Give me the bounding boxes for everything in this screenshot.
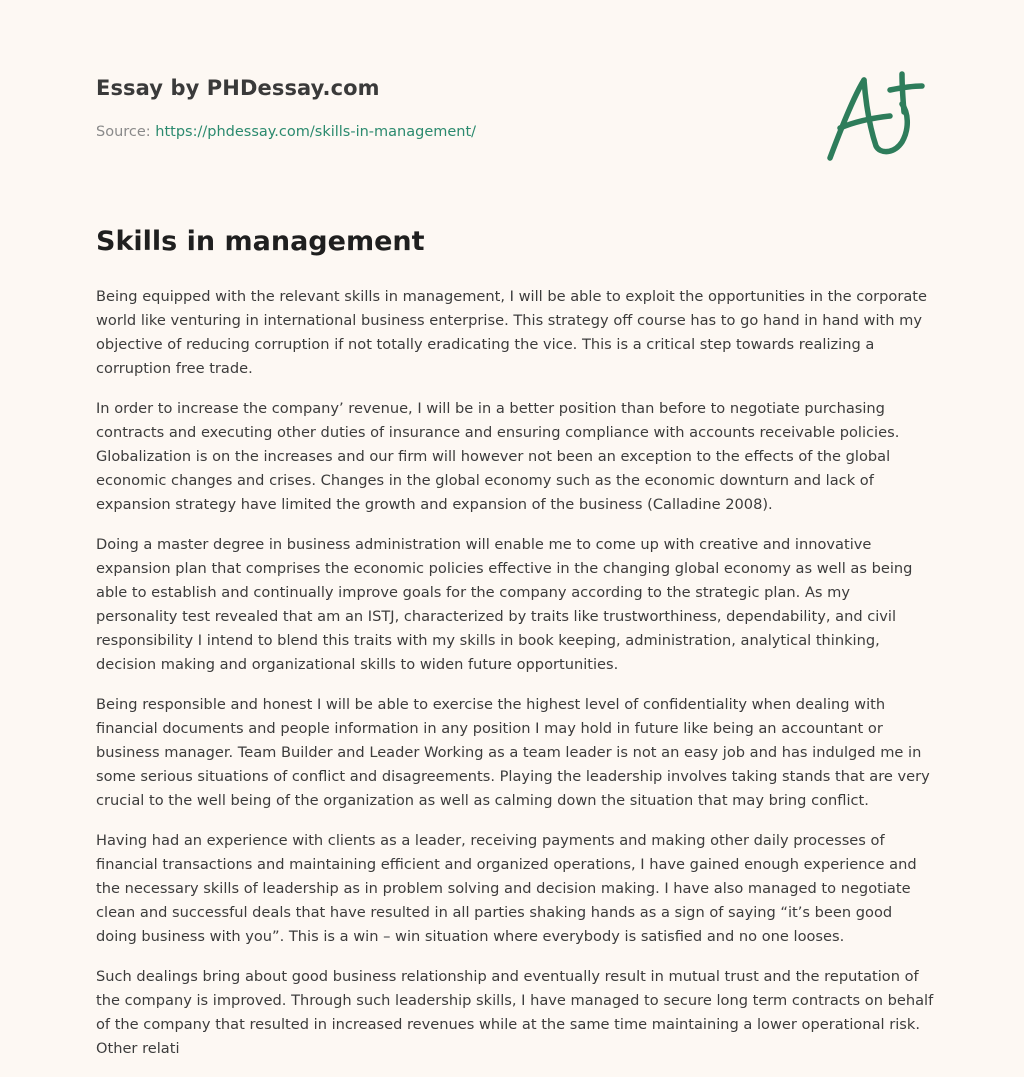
- article-body: [96, 285, 936, 1077]
- source-link[interactable]: https://phdessay.com/skills-in-management/: [155, 124, 477, 140]
- article-paragraph: In order to increase the company’ revenue, I will be in a better position than before to negotiate purchasing contracts and executing other duties of insurance and ensuring compliance with accounts receivable policies. Globalization is on the increases and our firm will however not been an exception to the effects of the global economic changes and crises. Changes in the global economy such as the economic downturn and lack of expansion strategy have limited the growth and expansion of the business (Calladine 2008).: [96, 400, 900, 513]
- article-paragraph: Having had an experience with clients as a leader, receiving payments and making other daily processes of financial transactions and maintaining efficient and organized operations, I have gained enough experience and the necessary skills of leadership as in problem solving and decision making. I have also managed to negotiate clean and successful deals that have resulted in all parties shaking hands as a sign of saying “it’s been good doing business with you”. This is a win – win situation where everybody is satisfied and no one looses.: [96, 832, 917, 945]
- article-paragraph: Being responsible and honest I will be able to exercise the highest level of confidentiality when dealing with financial documents and people information in any position I may hold in future like being an accountant or business manager. Team Builder and Leader Working as a team leader is not an easy job and has indulged me in some serious situations of conflict and disagreements. Playing the leadership involves taking stands that are very crucial to the well being of the organization as well as calming down the situation that may bring conflict.: [96, 696, 930, 809]
- article-paragraph: Being equipped with the relevant skills in management, I will be able to exploit the opportunities in the corporate world like venturing in international business enterprise. This strategy off course has to go hand in hand with my objective of reducing corruption if not totally eradicating the vice. This is a critical step towards realizing a corruption free trade.: [96, 288, 927, 377]
- source-label: Source:: [96, 124, 156, 140]
- source-line: [96, 124, 476, 140]
- a-plus-logo-icon: [820, 66, 930, 166]
- article-title: Skills in management: [96, 226, 425, 257]
- brand-title: Essay by PHDessay.com: [96, 76, 380, 100]
- article-paragraph: Such dealings bring about good business relationship and eventually result in mutual trust and the reputation of the company is improved. Through such leadership skills, I have managed to secure long term contracts on behalf of the company that resulted in increased revenues while at the same time maintaining a lower operational risk. Other relati: [96, 968, 934, 1057]
- article-paragraph: Doing a master degree in business administration will enable me to come up with creative and innovative expansion plan that comprises the economic policies effective in the changing global economy as well as being able to establish and continually improve goals for the company according to the strategic plan. As my personality test revealed that am an ISTJ, characterized by traits like trustworthiness, dependability, and civil responsibility I intend to blend this traits with my skills in book keeping, administration, analytical thinking, decision making and organizational skills to widen future opportunities.: [96, 536, 913, 673]
